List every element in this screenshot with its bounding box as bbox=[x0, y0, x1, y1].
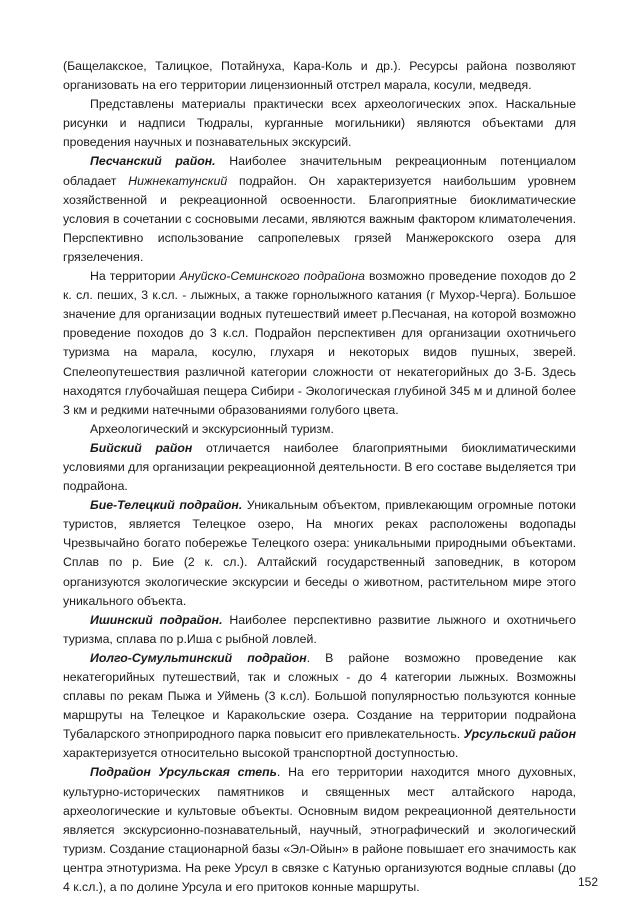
paragraph-9-text-b: характеризуется относительно высокой транспортной доступностью. bbox=[63, 746, 459, 761]
paragraph-8-text: Наиболее перспективно развитие лыжного и охотничьего туризма, сплава по р.Иша с рыбной ловлей. bbox=[63, 612, 576, 646]
heading-ishinsky-subdistrict: Ишинский подрайон. bbox=[90, 612, 223, 627]
paragraph-7-text: Уникальным объектом, привлекающим огромные потоки туристов, является Телецкое озеро, На многих реках расположены водопады Чрезвычайно богато побережье Телецкого озера: уникальными природными объектами. Сплав по р. Бие (2 к. сл.). Алтайский государственный заповедник, в котором организуются экологические экскурсии и беседы о животном, растительном мире этого уникального объекта. bbox=[63, 498, 576, 608]
heading-bie-teletsky-subdistrict: Бие-Телецкий подрайон. bbox=[90, 498, 243, 513]
heading-ursulskaya-step-subdistrict: Подрайон Урсульская степь bbox=[90, 765, 277, 780]
paragraph-3-text-b: подрайон. Он характеризуется наибольшим уровнем хозяйственной и рекреационной освоенности. Благоприятные биоклиматические условия в сочетании с сосновыми лесами, являются важным фактором климатолечения. Перспективно использование сапропелевых грязей Манжерокского озера для грязелечения. bbox=[63, 173, 576, 264]
paragraph-bie-teletsky bbox=[63, 496, 576, 611]
paragraph-peschansky bbox=[63, 152, 576, 267]
page-number: 152 bbox=[578, 875, 599, 889]
heading-peschansky-district: Песчанский район. bbox=[90, 154, 216, 169]
paragraph-9-text-a: . В районе возможно проведение как некатегорийных путешествий, так и сложных - до 4 категории лыжных. Возможны сплавы по рекам Пыжа и Уймень (3 к.сл). Большой популярностью пользуются конные маршруты на Телецкое и Каракольские озера. Создание на территории подрайона Тубаларского этноприродного парка повысит его привлекательность. bbox=[63, 650, 576, 742]
heading-iolgo-sumultinsky-subdistrict: Иолго-Сумультинский подрайон bbox=[90, 650, 307, 665]
paragraph-4-text-a: На территории bbox=[90, 269, 180, 284]
paragraph-2 bbox=[63, 95, 576, 152]
paragraph-4-text-b: возможно проведение походов до 2 к. сл. пеших, 3 к.сл. - лыжных, а также горнолыжного катания (г Мухор-Черга). Большое значение для организации водных путешествий имеет р.Песчаная, на которой возможно проведение походов до 3 к.сл. Подрайон перспективен для организации охотничьего туризма на марала, косулю, глухаря и некоторых видов пушных, зверей. Спелеопутешествия различной категории сложности от некатегорийных до 3-Б. Здесь находятся глубочайшая пещера Сибири - Экологическая глубиной 345 м и длиной более 3 км и редкими натечными образованиями голубого цвета. bbox=[63, 269, 576, 417]
paragraph-ursulskaya-step bbox=[63, 763, 576, 897]
paragraph-2-text: Представлены материалы практически всех археологических эпох. Наскальные рисунки и надписи Тюдралы, курганные могильники) являются объектами для проведения научных и познавательных экскурсий. bbox=[63, 97, 576, 150]
term-nizhnekatunsky: Нижнекатунский bbox=[128, 173, 228, 188]
paragraph-10-text: . На его территории находится много духовных, культурно-исторических памятников и священных мест алтайского народа, археологические и культовые объекты. Основным видом рекреационной деятельности является экскурсионно-познавательный, научный, этнографический и экологический туризм. Создание стационарной базы «Эл-Ойын» в районе повышает его значимость как центра этнотуризма. На реке Урсул в связке с Катунью организуются водные сплавы (до 4 к.сл.), а по долине Урсула и его притоков конные маршруты. bbox=[63, 765, 576, 895]
heading-biysky-district: Бийский район bbox=[90, 440, 193, 455]
term-anuisko-seminsky: Ануйско-Семинского подрайона bbox=[179, 269, 365, 284]
paragraph-6-text: отличается наиболее благоприятными биоклиматическими условиями для организации рекреационной деятельности. В его составе выделяется три подрайона. bbox=[63, 440, 576, 494]
paragraph-anuisko bbox=[63, 267, 576, 420]
paragraph-5-text: Археологический и экскурсионный туризм. bbox=[90, 421, 334, 436]
paragraph-biysky bbox=[63, 439, 576, 496]
heading-ursulsky-district: Урсульский район bbox=[463, 727, 576, 742]
paragraph-iolgo-sumultinsky bbox=[63, 649, 576, 764]
paragraph-1-text: (Бащелакское, Талицкое, Потайнуха, Кара-Коль и др.). Ресурсы района позволяют организовать на его территории лицензионный отстрел марала, косули, медведя. bbox=[63, 59, 576, 93]
paragraph-3-text-a: Наиболее значительным рекреационным потенциалом обладает bbox=[63, 154, 576, 188]
paragraph-1 bbox=[63, 57, 576, 95]
paragraph-ishinsky bbox=[63, 611, 576, 649]
paragraph-archaeology bbox=[63, 420, 576, 439]
